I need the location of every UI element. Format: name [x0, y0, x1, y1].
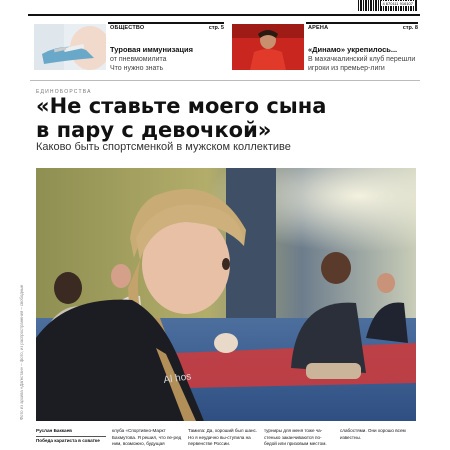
body-column-3-text: Тамила: Да, хороший был шанс. Но я неудачно вы-ступила на первенстве России. [188, 428, 258, 446]
photo-credit [19, 170, 27, 420]
teaser-society-title[interactable]: Туровая иммунизация [110, 45, 193, 54]
teaser-arena-title[interactable]: «Динамо» укрепилось... [308, 45, 398, 54]
body-column-5-text: слабостями. Они хорошо всем известны. [340, 428, 406, 440]
teaser-society[interactable] [34, 22, 224, 72]
body-column-2 [112, 428, 182, 450]
body-column-5 [340, 428, 410, 450]
shirt-text: Al hos [162, 371, 192, 386]
masthead-rule [28, 0, 420, 16]
barcode-number: 4 670111 916107 [382, 1, 413, 6]
teaser-society-subtitle [110, 55, 167, 73]
teaser-arena-page: стр. 8 [402, 25, 418, 31]
byline: Руслан Баккаев [36, 428, 106, 437]
teaser-society-subtitle-line1: от пневмомилита [110, 56, 167, 63]
article-headline [36, 94, 416, 142]
body-column-2-text: клуба «Спортивно-Маркт Бахмутова. Я решил, что пе-ред ним, возможно, будущая [112, 428, 182, 446]
photo-credit-text: Фото из архива «Дагестан» – фото, из распространения – свободные [19, 284, 24, 420]
teaser-society-page: стр. 5 [208, 25, 224, 31]
teaser-arena-rubric: АРЕНА [308, 25, 329, 31]
body-column-4-text: турниры для меня тоже ча-стенько заканчиваются по-бедой или призовым местом. [264, 428, 327, 446]
teaser-arena-rule [306, 22, 418, 24]
body-column-3 [188, 428, 258, 450]
article-deck: Каково быть спортсменкой в мужском коллективе [36, 141, 291, 153]
section-divider [30, 80, 420, 81]
teaser-arena-subtitle-line2: игроки из премьер-лиги [308, 65, 385, 72]
teaser-arena-subtitle [308, 55, 415, 73]
teaser-arena[interactable] [232, 22, 418, 72]
teaser-society-rubric: ОБЩЕСТВО [110, 25, 145, 31]
body-column-1 [36, 428, 106, 450]
body-column-4 [264, 428, 334, 450]
teaser-society-rule [108, 22, 224, 24]
teaser-arena-image [232, 24, 304, 70]
headline-line1: «Не ставьте моего сына [36, 94, 327, 118]
teaser-arena-subtitle-line1: В махачкалинский клуб перешли [308, 56, 416, 63]
article-kicker: ЕДИНОБОРСТВА [36, 89, 92, 95]
headline-line2: в пару с девочкой» [36, 118, 272, 142]
teaser-society-image [34, 24, 106, 70]
teaser-society-subtitle-line2: Что нужно знать [110, 65, 164, 72]
article-photo [36, 168, 416, 421]
body-column-1-text: Победа каратиста в схватке [36, 437, 100, 443]
